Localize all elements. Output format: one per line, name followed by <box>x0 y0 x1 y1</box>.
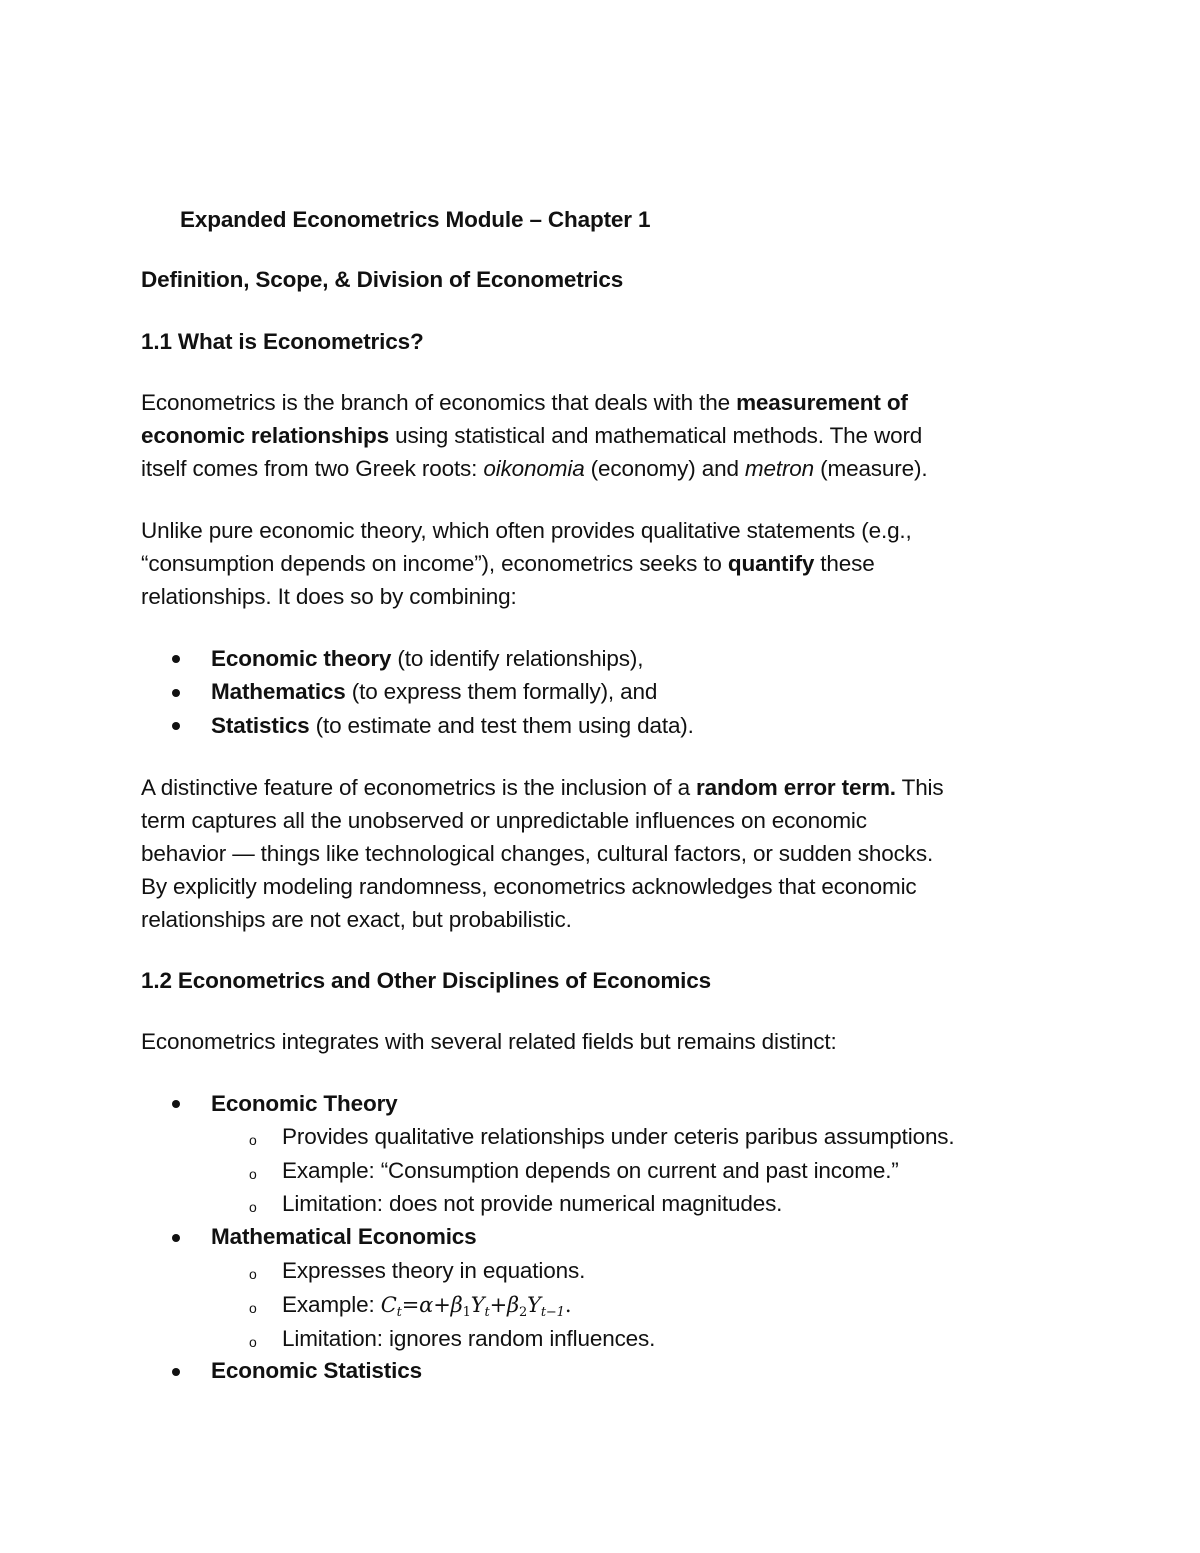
text-run: oikonomia <box>483 456 585 481</box>
text-run: metron <box>744 456 815 481</box>
paragraph-line <box>141 421 922 451</box>
math-subscript: 2 <box>519 1305 528 1320</box>
paragraph-line: relationships are not exact, but probabilistic. <box>141 907 572 932</box>
list-item-text: (to estimate and test them using data). <box>309 713 694 738</box>
text-run: economic relationships <box>141 423 390 448</box>
math-symbol: β <box>507 1293 520 1317</box>
list-item <box>211 711 694 741</box>
circle-bullet-icon: o <box>249 1266 257 1282</box>
paragraph-line <box>141 388 908 418</box>
text-run: “consumption depends on income”), econometrics seeks to <box>141 551 728 576</box>
circle-bullet-icon: o <box>249 1199 257 1215</box>
text-run: these <box>814 551 875 576</box>
math-symbol: + <box>489 1293 508 1317</box>
math-subscript: t <box>396 1305 402 1320</box>
bullet-icon <box>172 722 180 730</box>
paragraph-line <box>141 549 875 579</box>
circle-bullet-icon: o <box>249 1334 257 1350</box>
list-item-label: Economic theory <box>211 646 392 671</box>
paragraph-line: relationships. It does so by combining: <box>141 584 517 609</box>
list-item-label: Statistics <box>211 713 310 738</box>
text-run: Example: <box>282 1292 381 1317</box>
math-subscript: t−1 <box>540 1305 565 1320</box>
bullet-icon <box>172 655 180 663</box>
list-item <box>211 644 643 674</box>
circle-bullet-icon: o <box>249 1300 257 1316</box>
paragraph-line <box>141 773 944 803</box>
text-run: This <box>895 775 944 800</box>
math-symbol: = <box>401 1293 420 1317</box>
list-item-text: (to express them formally), and <box>345 679 658 704</box>
section-heading-1-2: 1.2 Econometrics and Other Disciplines of Economics <box>141 968 712 993</box>
sub-list-item: Provides qualitative relationships under ceteris paribus assumptions. <box>282 1124 955 1149</box>
bullet-icon <box>172 1100 180 1108</box>
bullet-icon <box>172 1234 180 1242</box>
equation <box>380 1293 572 1320</box>
text-run: measurement of <box>736 390 908 415</box>
sub-list-item: Limitation: ignores random influences. <box>282 1326 656 1351</box>
math-subscript: t <box>484 1305 490 1320</box>
text-run: (economy) and <box>584 456 745 481</box>
text-run: quantify <box>727 551 815 576</box>
paragraph-line: Unlike pure economic theory, which often provides qualitative statements (e.g., <box>141 518 912 543</box>
math-symbol: + <box>433 1293 451 1317</box>
list-item-economic-theory: Economic Theory <box>211 1091 398 1116</box>
bullet-icon <box>172 1368 180 1376</box>
text-run: using statistical and mathematical methods. The word <box>389 423 923 448</box>
sub-list-item: Limitation: does not provide numerical magnitudes. <box>282 1191 783 1216</box>
list-item-text: (to identify relationships), <box>391 646 644 671</box>
text-run: itself comes from two Greek roots: <box>141 456 484 481</box>
paragraph-line: By explicitly modeling randomness, econometrics acknowledges that economic <box>141 874 917 899</box>
math-symbol: β <box>450 1293 463 1317</box>
math-symbol: C <box>380 1293 397 1317</box>
sub-list-item: Example: “Consumption depends on current and past income.” <box>282 1158 899 1183</box>
paragraph-line: Econometrics integrates with several related fields but remains distinct: <box>141 1029 837 1054</box>
section-heading-1-1: 1.1 What is Econometrics? <box>141 329 424 354</box>
list-item <box>211 677 657 707</box>
document-title: Expanded Econometrics Module – Chapter 1 <box>180 207 651 232</box>
text-run: (measure). <box>814 456 928 481</box>
document-subtitle: Definition, Scope, & Division of Econometrics <box>141 267 624 292</box>
list-item-economic-statistics: Economic Statistics <box>211 1358 422 1383</box>
math-symbol: Y <box>527 1293 541 1317</box>
circle-bullet-icon: o <box>249 1132 257 1148</box>
math-symbol: α <box>419 1293 434 1317</box>
sub-list-item: Expresses theory in equations. <box>282 1258 586 1283</box>
math-subscript: 1 <box>462 1305 471 1320</box>
math-symbol: Y <box>470 1293 485 1317</box>
paragraph-line <box>141 454 927 484</box>
paragraph-line: term captures all the unobserved or unpredictable influences on economic <box>141 808 867 833</box>
list-item-label: Mathematics <box>211 679 346 704</box>
circle-bullet-icon: o <box>249 1166 257 1182</box>
text-run: random error term. <box>696 775 896 800</box>
math-symbol: . <box>564 1293 572 1317</box>
list-item-mathematical-economics: Mathematical Economics <box>211 1224 477 1249</box>
paragraph-line: behavior — things like technological changes, cultural factors, or sudden shocks. <box>141 841 934 866</box>
text-run: Econometrics is the branch of economics that deals with the <box>141 390 737 415</box>
bullet-icon <box>172 689 180 697</box>
text-run: A distinctive feature of econometrics is the inclusion of a <box>141 775 697 800</box>
sub-list-item <box>282 1290 571 1320</box>
